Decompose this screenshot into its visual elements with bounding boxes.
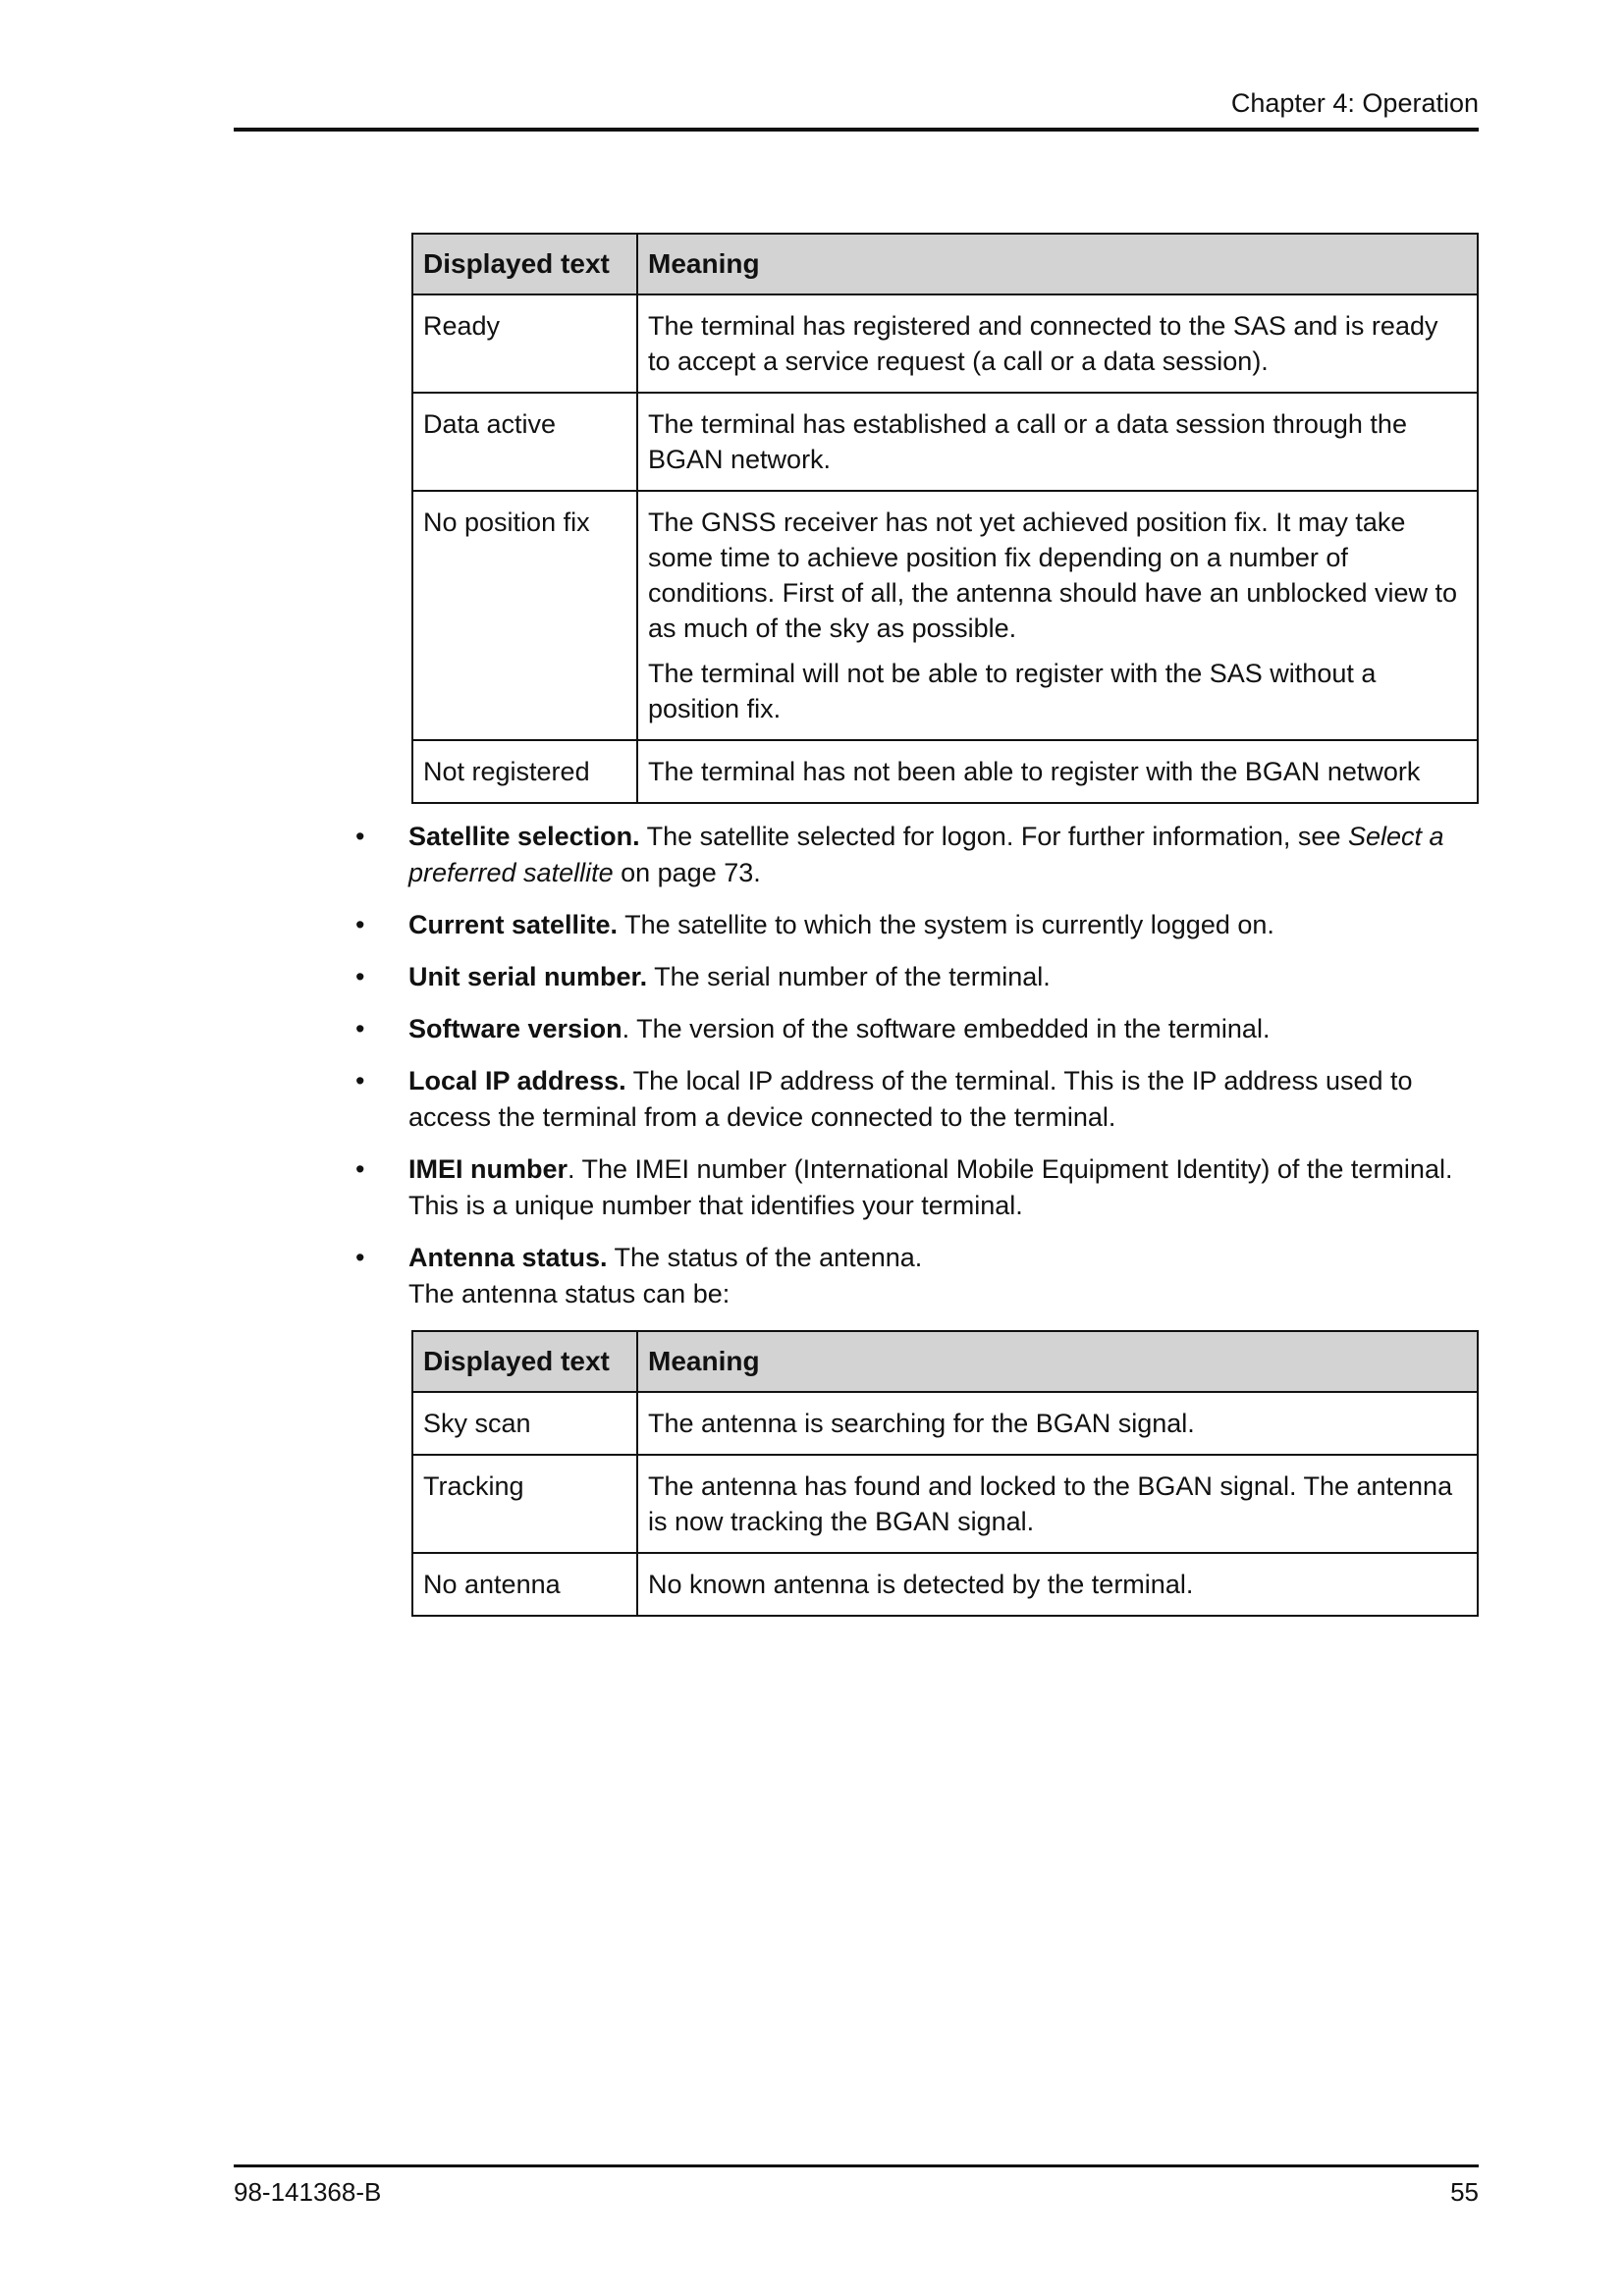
- table-header-row: [412, 1331, 1478, 1392]
- displayed-text-cell: Not registered: [412, 740, 637, 803]
- bullet-list: [350, 819, 1481, 1328]
- table-row: [412, 1392, 1478, 1455]
- bullet-icon: •: [355, 1066, 365, 1095]
- bullet-icon: •: [355, 962, 365, 991]
- table-row: [412, 1553, 1478, 1616]
- meaning-text: The terminal has registered and connected to the SAS and is ready to accept a service request (a call or a data session).: [648, 311, 1438, 376]
- header-rule: [234, 128, 1479, 132]
- antenna-status-table: [411, 1330, 1479, 1617]
- meaning-text: The GNSS receiver has not yet achieved position fix. It may take some time to achieve position fix depending on a number of conditions. First of all, the antenna should have an unblocked view to as much of the sky as possible.: [648, 507, 1458, 643]
- bullet-icon: •: [355, 1243, 365, 1272]
- bullet-term: Software version: [408, 1014, 623, 1043]
- meaning-text: No known antenna is detected by the terminal.: [648, 1570, 1194, 1599]
- displayed-text-cell: Tracking: [412, 1455, 637, 1553]
- footer-rule: [234, 2164, 1479, 2167]
- bullet-text: The status of the antenna.: [607, 1243, 923, 1272]
- page-number: 55: [1450, 2177, 1479, 2207]
- bullet-term: Antenna status.: [408, 1243, 608, 1272]
- list-item: [350, 959, 1481, 995]
- chapter-header: Chapter 4: Operation: [1230, 88, 1479, 118]
- meaning-text: The terminal will not be able to register with the SAS without a position fix.: [648, 659, 1377, 723]
- meaning-cell: [637, 294, 1478, 393]
- meaning-cell: [637, 1553, 1478, 1616]
- table-row: [412, 1455, 1478, 1553]
- status-table: [411, 233, 1479, 804]
- document-number: 98-141368-B: [234, 2177, 382, 2207]
- bullet-icon: •: [355, 910, 365, 939]
- bullet-icon: •: [355, 1154, 365, 1184]
- bullet-term: Satellite selection.: [408, 822, 640, 851]
- meaning-cell: [637, 1392, 1478, 1455]
- bullet-text: The serial number of the terminal.: [647, 962, 1051, 991]
- column-header-meaning: Meaning: [637, 234, 1478, 294]
- list-item: [350, 1011, 1481, 1047]
- meaning-text: The antenna has found and locked to the BGAN signal. The antenna is now tracking the BGAN signal.: [648, 1471, 1453, 1536]
- displayed-text-cell: No position fix: [412, 491, 637, 740]
- table-row: [412, 294, 1478, 393]
- bullet-term: IMEI number: [408, 1154, 568, 1184]
- table-row: [412, 491, 1478, 740]
- table-row: [412, 740, 1478, 803]
- list-item: [350, 1063, 1481, 1136]
- bullet-icon: •: [355, 1014, 365, 1043]
- meaning-cell: [637, 393, 1478, 491]
- meaning-text: The antenna is searching for the BGAN signal.: [648, 1409, 1195, 1438]
- column-header-meaning: Meaning: [637, 1331, 1478, 1392]
- bullet-term: Local IP address.: [408, 1066, 626, 1095]
- meaning-cell: [637, 491, 1478, 740]
- meaning-cell: [637, 1455, 1478, 1553]
- displayed-text-cell: No antenna: [412, 1553, 637, 1616]
- list-item: [350, 907, 1481, 943]
- list-item: [350, 1151, 1481, 1224]
- list-item: [350, 819, 1481, 891]
- bullet-text-after: on page 73.: [613, 858, 761, 887]
- displayed-text-cell: Sky scan: [412, 1392, 637, 1455]
- bullet-text: . The version of the software embedded in the terminal.: [622, 1014, 1271, 1043]
- bullet-icon: •: [355, 822, 365, 851]
- table-row: [412, 393, 1478, 491]
- meaning-text: The terminal has not been able to register with the BGAN network: [648, 757, 1421, 786]
- displayed-text-cell: Data active: [412, 393, 637, 491]
- table-header-row: [412, 234, 1478, 294]
- list-item: [350, 1240, 1481, 1312]
- bullet-text: The satellite to which the system is currently logged on.: [618, 910, 1274, 939]
- bullet-term: Current satellite.: [408, 910, 619, 939]
- meaning-cell: [637, 740, 1478, 803]
- cross-reference-link[interactable]: Select a preferred satellite: [408, 822, 1444, 887]
- bullet-term: Unit serial number.: [408, 962, 648, 991]
- meaning-text: The terminal has established a call or a data session through the BGAN network.: [648, 409, 1407, 474]
- bullet-text: The local IP address of the terminal. This is the IP address used to access the terminal from a device connected to the terminal.: [408, 1066, 1413, 1132]
- column-header-displayed-text: Displayed text: [412, 1331, 637, 1392]
- bullet-subtext: The antenna status can be:: [408, 1279, 731, 1308]
- bullet-text: . The IMEI number (International Mobile Equipment Identity) of the terminal. This is a unique number that identifies your terminal.: [408, 1154, 1453, 1220]
- column-header-displayed-text: Displayed text: [412, 234, 637, 294]
- displayed-text-cell: Ready: [412, 294, 637, 393]
- bullet-text: The satellite selected for logon. For further information, see: [639, 822, 1348, 851]
